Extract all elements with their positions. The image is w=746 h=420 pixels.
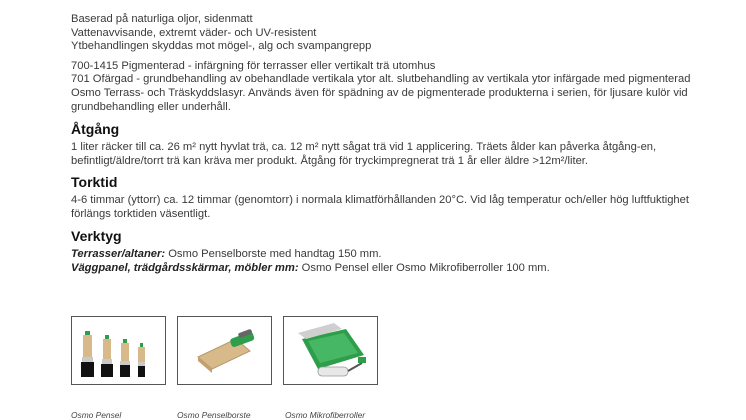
section-heading-verktyg: Verktyg [71,227,122,244]
tool-thumbnails [71,316,711,419]
tool-caption: Osmo Mikrofiberroller [285,410,366,420]
verktyg-item [71,262,701,276]
brush-set-image [71,316,166,385]
document-body [71,13,701,275]
intro-line: Ytbehandlingen skyddas mot mögel-, alg och svampangrepp [71,40,372,53]
product-paragraph-unpigmented: 701 Ofärgad - grundbehandling av obehandlade vertikala ytor alt. slutbehandling av vertikala ytor infärgade med pigmenterad Osmo Terrass- och Träskyddslasyr. Används även för spädning av de pigmenterade produkterna i serien, för ljusare kulör vid grundbehandling eller underhåll. [71,73,691,113]
floor-brush-image [177,316,272,385]
verktyg-item-text: Osmo Penselborste med handtag 150 mm. [165,247,382,260]
verktyg-item-label: Terrasser/altaner: [71,247,166,260]
paint-roller-icon [284,317,377,384]
tool-caption: Osmo Penselborste [177,410,251,420]
intro-line: Baserad på naturliga oljor, sidenmatt [71,13,253,25]
tool-caption: Osmo Pensel [71,410,122,420]
microfiber-roller-image [283,316,378,385]
paint-brushes-icon [72,317,165,384]
verktyg-item-text: Osmo Pensel eller Osmo Mikrofiberroller 100 mm. [298,261,550,274]
verktyg-item [71,248,701,262]
verktyg-item-label: Väggpanel, trädgårdsskärmar, möbler mm: [71,261,299,274]
intro-line: Vattenavvisande, extremt väder- och UV-resistent [71,26,317,39]
section-heading-atgang: Åtgång [71,120,120,137]
section-heading-torktid: Torktid [71,174,118,191]
product-line-pigmented: 700-1415 Pigmenterad - infärgning för terrasser eller vertikalt trä utomhus [71,59,436,72]
torktid-text: 4-6 timmar (yttorr) ca. 12 timmar (genomtorr) i normala klimatförhållanden 20°C. Vid låg temperatur och/eller hög luftfuktighet förlängs torktiden väsentligt. [71,194,689,221]
floor-brush-icon [178,317,271,384]
atgang-text: 1 liter räcker till ca. 26 m² nytt hyvlat trä, ca. 12 m² nytt sågat trä vid 1 applicering. Träets ålder kan påverka åtgång-en, befintligt/äldre/torrt trä kan kräva mer produkt. Åtgång för tryckimpregnerat trä 1 år eller äldre >12m²/liter. [71,140,657,167]
